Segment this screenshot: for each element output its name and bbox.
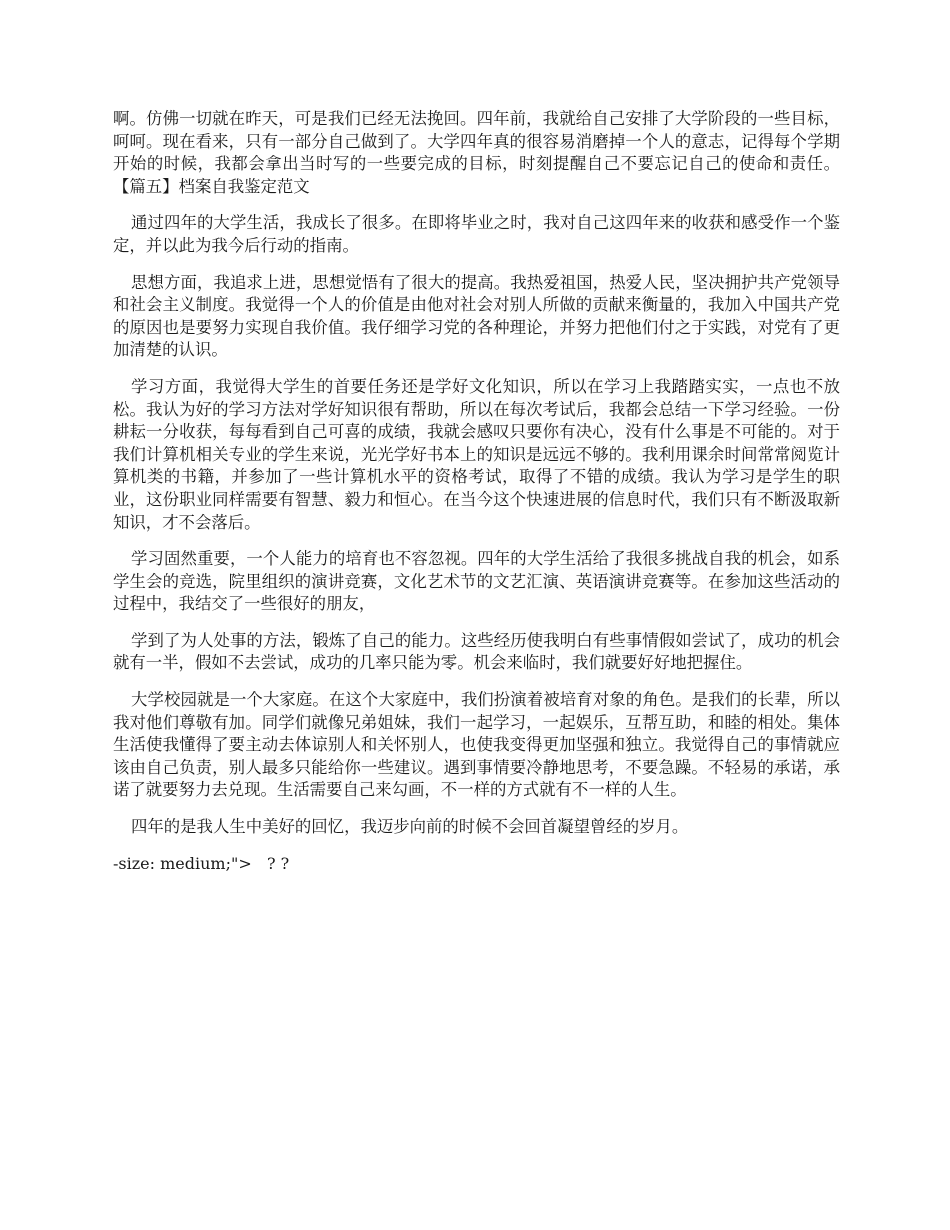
paragraph-7: 大学校园就是一个大家庭。在这个大家庭中，我们扮演着被培育对象的角色。是我们的长辈，所以我对他们尊敬有加。同学们就像兄弟姐妹，我们一起学习，一起娱乐，互帮互助，和睦的相处。集体生活使我懂得了要主动去体谅别人和关怀别人，也使我变得更加坚强和独立。我觉得自己的事情就应该由自己负责，别人最多只能给你一些建议。遇到事情要冷静地思考，不要急躁。不轻易的承诺，承诺了就要努力去兑现。生活需要自己来勾画，不一样的方式就有不一样的人生。 (113, 690, 840, 800)
paragraph-2: 通过四年的大学生活，我成长了很多。在即将毕业之时，我对自己这四年来的收获和感受作一个鉴定，并以此为我今后行动的指南。 (113, 213, 840, 255)
paragraph-3: 思想方面，我追求上进，思想觉悟有了很大的提高。我热爱祖国，热爱人民，坚决拥护共产党领导和社会主义制度。我觉得一个人的价值是由他对社会对别人所做的贡献来衡量的，我加入中国共产党的原因也是要努力实现自我价值。我仔细学习党的各种理论，并努力把他们付之于实践，对党有了更加清楚的认识。 (113, 272, 840, 360)
paragraph-6: 学到了为人处事的方法，锻炼了自己的能力。这些经历使我明白有些事情假如尝试了，成功的机会就有一半，假如不去尝试，成功的几率只能为零。机会来临时，我们就要好好地把握住。 (113, 630, 840, 673)
paragraph-5: 学习固然重要，一个人能力的培育也不容忽视。四年的大学生活给了我很多挑战自我的机会，如系学生会的竞选，院里组织的演讲竞赛，文化艺术节的文艺汇演、英语演讲竞赛等。在参加这些活动的过程中，我结交了一些很好的朋友， (113, 549, 840, 614)
paragraph-4: 学习方面，我觉得大学生的首要任务还是学好文化知识，所以在学习上我踏踏实实，一点也不放松。我认为好的学习方法对学好知识很有帮助，所以在每次考试后，我都会总结一下学习经验。一份耕耘一分收获，每每看到自己可喜的成绩，我就会感叹只要你有决心，没有什么事是不可能的。对于我们计算机相关专业的学生来说，光光学好书本上的知识是远远不够的。我利用课余时间常常阅览计算机类的书籍，并参加了一些计算机水平的资格考试，取得了不错的成绩。我认为学习是学生的职业，这份职业同样需要有智慧、毅力和恒心。在当今这个快速进展的信息时代，我们只有不断汲取新知识，才不会落后。 (113, 376, 840, 532)
paragraph-1: 啊。仿佛一切就在昨天，可是我们已经无法挽回。四年前，我就给自己安排了大学阶段的一些目标，呵呵。现在看来，只有一部分自己做到了。大学四年真的很容易消磨掉一个人的意志，记得每个学期开始的时候，我都会拿出当时写的一些要完成的目标，时刻提醒自己不要忘记自己的使命和责任。【篇五】档案自我鉴定范文 (113, 109, 840, 196)
paragraph-8: 四年的是我人生中美好的回忆，我迈步向前的时候不会回首凝望曾经的岁月。 (131, 817, 689, 837)
html-artifact-line: -size: medium;"> ? ? (113, 853, 290, 873)
document-body (113, 108, 840, 875)
